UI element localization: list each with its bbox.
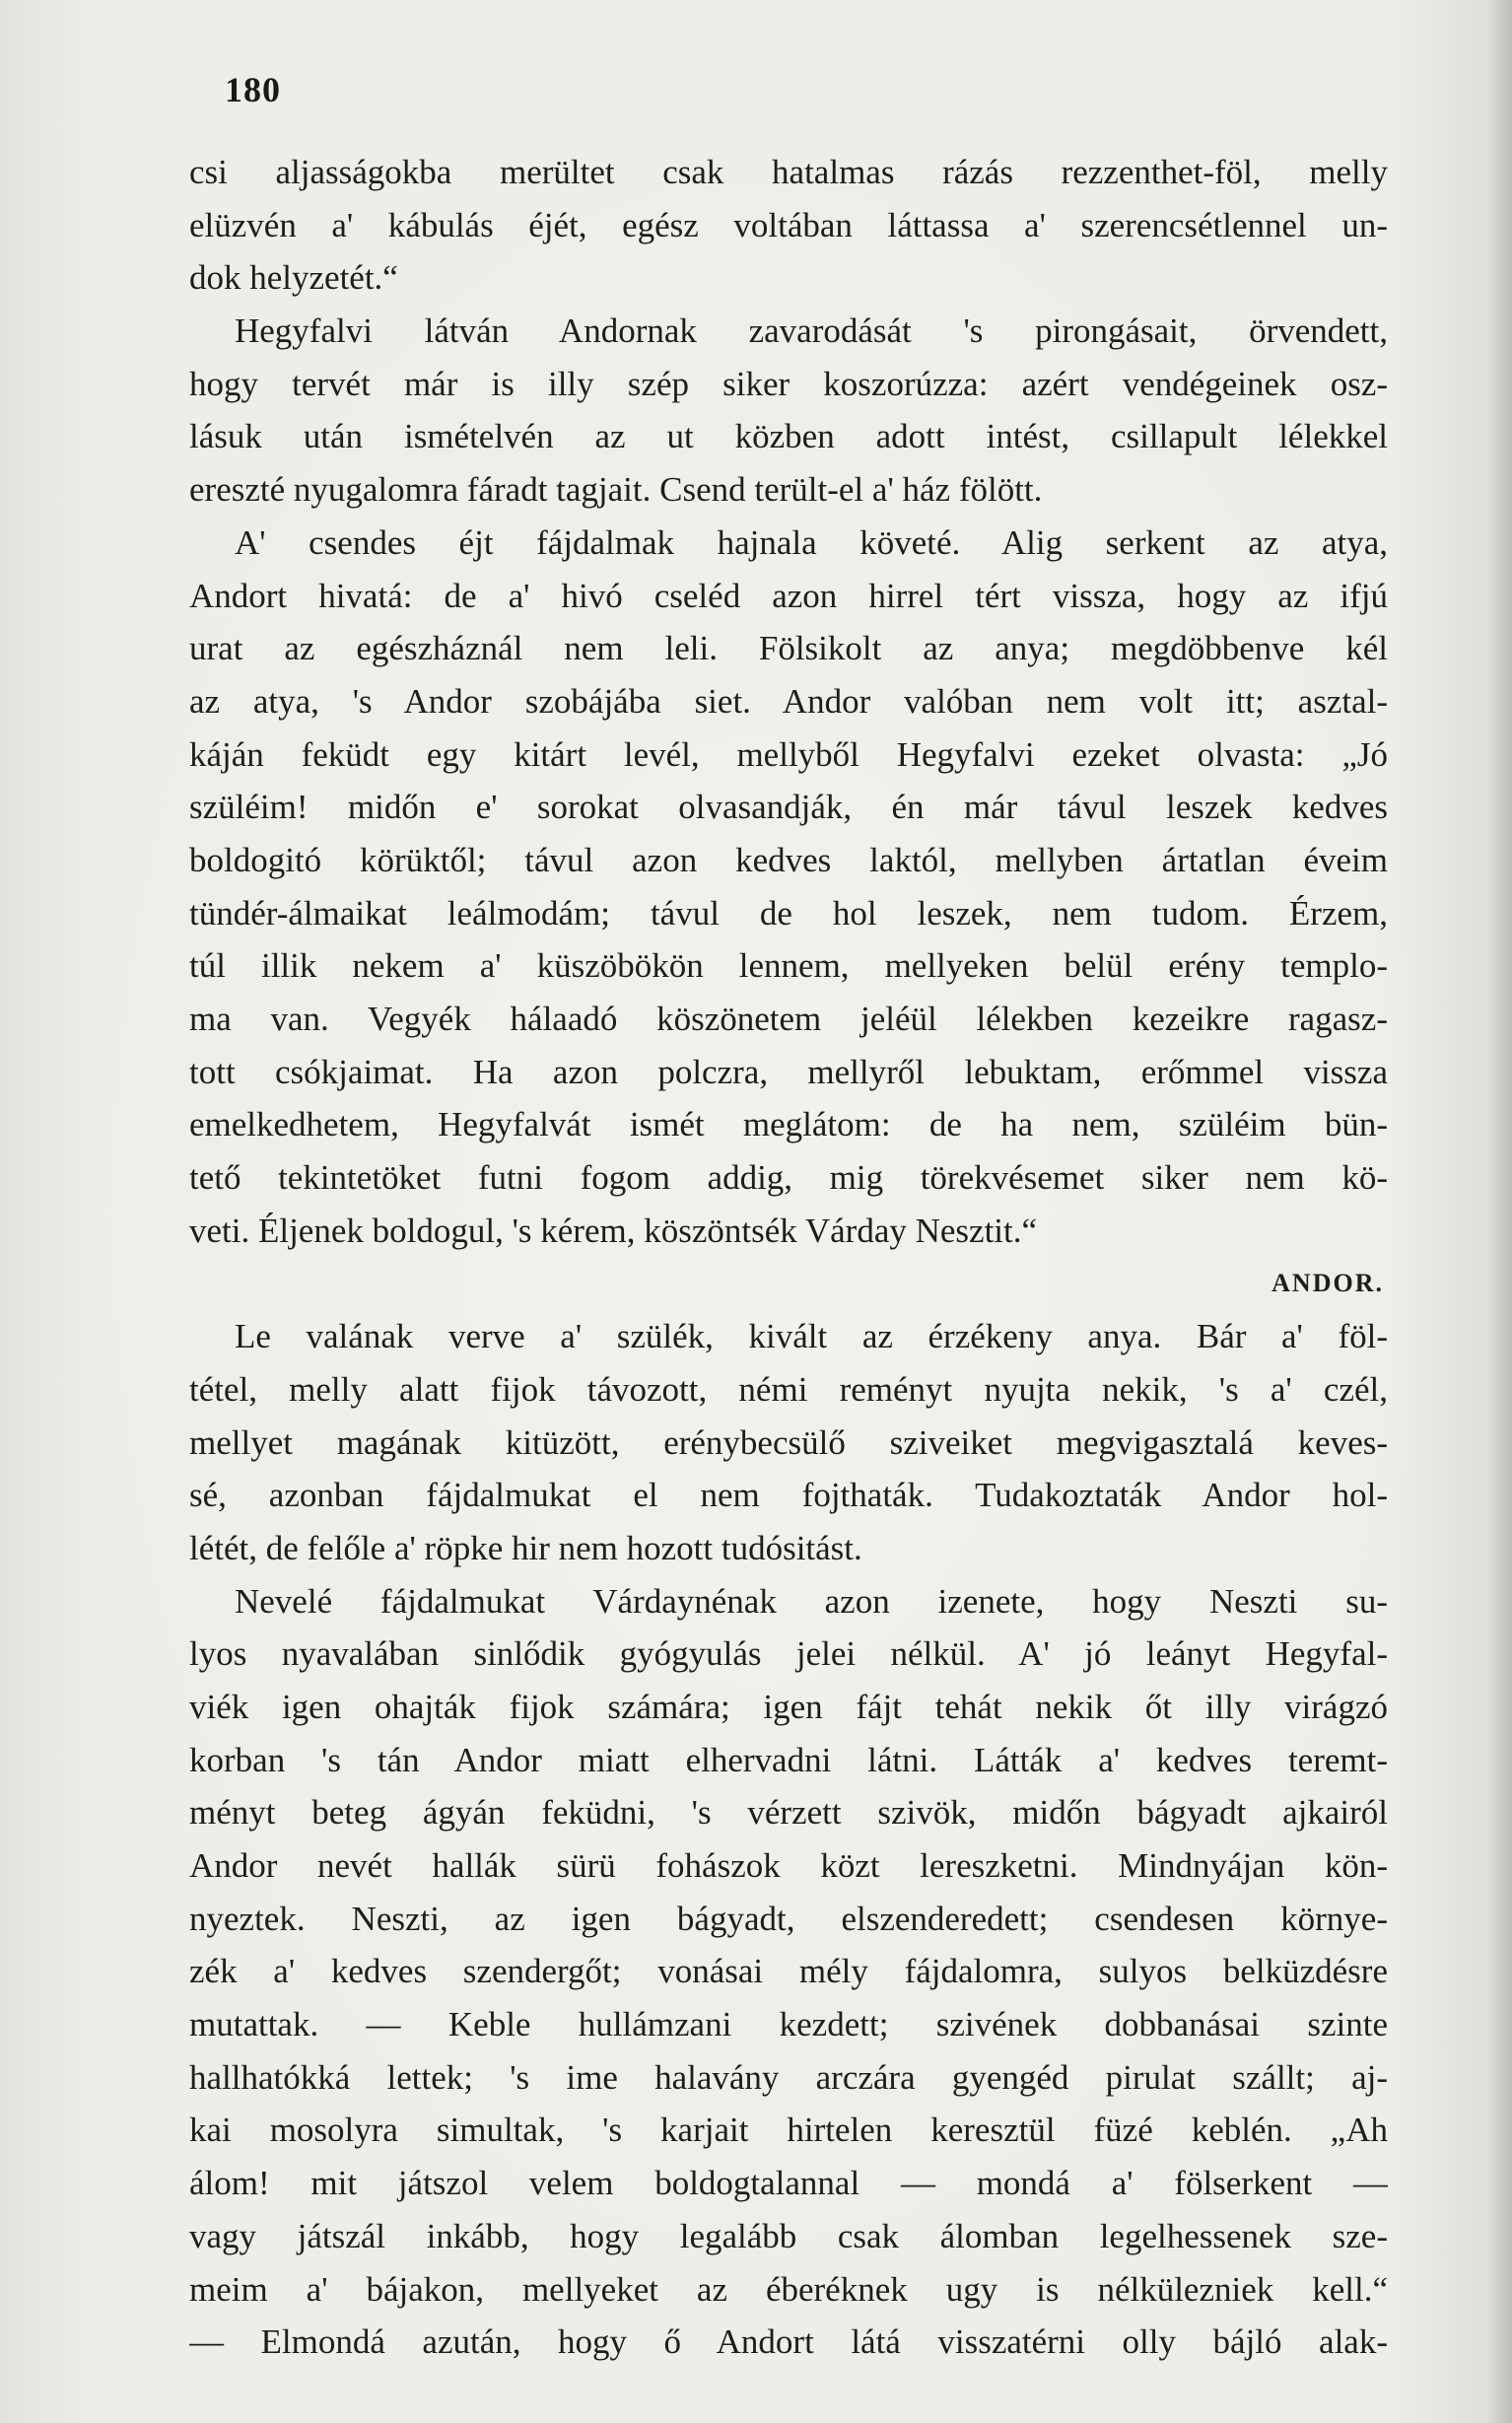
text-line: mellyet magának kitüzött, erénybecsülő sziveiket megvigasztalá keves- xyxy=(189,1422,1388,1462)
signature-line: ANDOR. xyxy=(1271,1269,1384,1298)
text-line: — Elmondá azután, hogy ő Andort látá visszatérni olly bájló alak- xyxy=(189,2322,1388,2362)
text-line: ereszté nyugalomra fáradt tagjait. Csend terült-el a' ház fölött. xyxy=(189,470,1043,510)
text-line: lásuk után ismételvén az ut közben adott intést, csillapult lélekkel xyxy=(189,417,1388,456)
text-line: boldogitó körüktől; távul azon kedves laktól, mellyben ártatlan éveim xyxy=(189,840,1388,879)
text-line: hallhatókká lettek; 's ime halavány arczára gyengéd pirulat szállt; aj- xyxy=(189,2057,1388,2097)
text-line: elüzvén a' kábulás éjét, egész voltában láttassa a' szerencsétlennel un- xyxy=(189,205,1388,244)
text-line: veti. Éljenek boldogul, 's kérem, köszöntsék Várday Nesztit.“ xyxy=(189,1211,1038,1250)
text-line: emelkedhetem, Hegyfalvát ismét meglátom: de ha nem, szüléim bün- xyxy=(189,1105,1388,1144)
text-line: csi aljasságokba merültet csak hatalmas rázás rezzenthet-föl, melly xyxy=(189,153,1388,191)
text-line: hogy tervét már is illy szép siker koszorúzza: azért vendégeinek osz- xyxy=(189,364,1388,403)
text-line: káján feküdt egy kitárt levél, mellyből Hegyfalvi ezeket olvasta: „Jó xyxy=(189,734,1388,774)
text-line: sé, azonban fájdalmukat el nem fojthaták. Tudakoztaták Andor hol- xyxy=(189,1476,1388,1515)
text-line: túl illik nekem a' küszöbökön lennem, mellyeken belül erény templo- xyxy=(189,946,1388,986)
text-line: álom! mit játszol velem boldogtalannal — mondá a' fölserkent — xyxy=(189,2164,1388,2203)
text-line: Hegyfalvi látván Andornak zavarodását 's pirongásait, örvendett, xyxy=(235,312,1388,351)
text-line: Andor nevét hallák sürü fohászok közt lereszketni. Mindnyájan kön- xyxy=(189,1846,1388,1885)
text-line: nyeztek. Neszti, az igen bágyadt, elszenderedett; csendesen környe- xyxy=(189,1899,1388,1938)
text-line: tétel, melly alatt fijok távozott, némi reményt nyujta nekik, 's a' czél, xyxy=(189,1369,1388,1409)
text-line: dok helyzetét.“ xyxy=(189,258,398,298)
text-line: viék igen ohajták fijok számára; igen fájt tehát nekik őt illy virágzó xyxy=(189,1687,1388,1726)
text-line: tott csókjaimat. Ha azon polczra, mellyről lebuktam, erőmmel vissza xyxy=(189,1052,1388,1091)
text-line: zék a' kedves szendergőt; vonásai mély fájdalomra, sulyos belküzdésre xyxy=(189,1952,1388,1991)
text-line: vagy játszál inkább, hogy legalább csak álomban legelhessenek sze- xyxy=(189,2216,1388,2255)
text-line: A' csendes éjt fájdalmak hajnala követé. Alig serkent az atya, xyxy=(235,522,1388,562)
page-number: 180 xyxy=(225,70,281,109)
text-line: szüléim! midőn e' sorokat olvasandják, én már távul leszek kedves xyxy=(189,788,1388,827)
page-edge-shadow xyxy=(1486,0,1512,2423)
text-line: ma van. Vegyék hálaadó köszönetem jeléül lélekben kezeikre ragasz- xyxy=(189,1000,1388,1038)
body-text xyxy=(189,146,1388,2369)
text-line: Andort hivatá: de a' hivó cseléd azon hirrel tért vissza, hogy az ifjú xyxy=(189,576,1388,615)
text-line: urat az egészháznál nem leli. Fölsikolt az anya; megdöbbenve kél xyxy=(189,629,1388,668)
text-line: korban 's tán Andor miatt elhervadni látni. Látták a' kedves teremt- xyxy=(189,1740,1388,1779)
text-line: Nevelé fájdalmukat Várdaynénak azon izenete, hogy Neszti su- xyxy=(235,1581,1388,1621)
text-line: kai mosolyra simultak, 's karjait hirtelen keresztül füzé keblén. „Ah xyxy=(189,2111,1388,2150)
text-line: tető tekintetöket futni fogom addig, mig törekvésemet siker nem kö- xyxy=(189,1158,1388,1198)
text-line: Le valának verve a' szülék, kivált az érzékeny anya. Bár a' föl- xyxy=(235,1317,1388,1356)
text-line: meim a' bájakon, mellyeket az éberéknek ugy is nélkülezniek kell.“ xyxy=(189,2269,1388,2309)
text-line: létét, de felőle a' röpke hir nem hozott tudósitást. xyxy=(189,1528,862,1567)
text-line: tündér-álmaikat leálmodám; távul de hol leszek, nem tudom. Érzem, xyxy=(189,893,1388,933)
text-line: ményt beteg ágyán feküdni, 's vérzett szivök, midőn bágyadt ajkairól xyxy=(189,1793,1388,1833)
text-line: mutattak. — Keble hullámzani kezdett; szivének dobbanásai szinte xyxy=(189,2005,1388,2044)
text-line: lyos nyavalában sinlődik gyógyulás jelei nélkül. A' jó leányt Hegyfal- xyxy=(189,1634,1388,1674)
text-line: az atya, 's Andor szobájába siet. Andor valóban nem volt itt; asztal- xyxy=(189,681,1388,721)
